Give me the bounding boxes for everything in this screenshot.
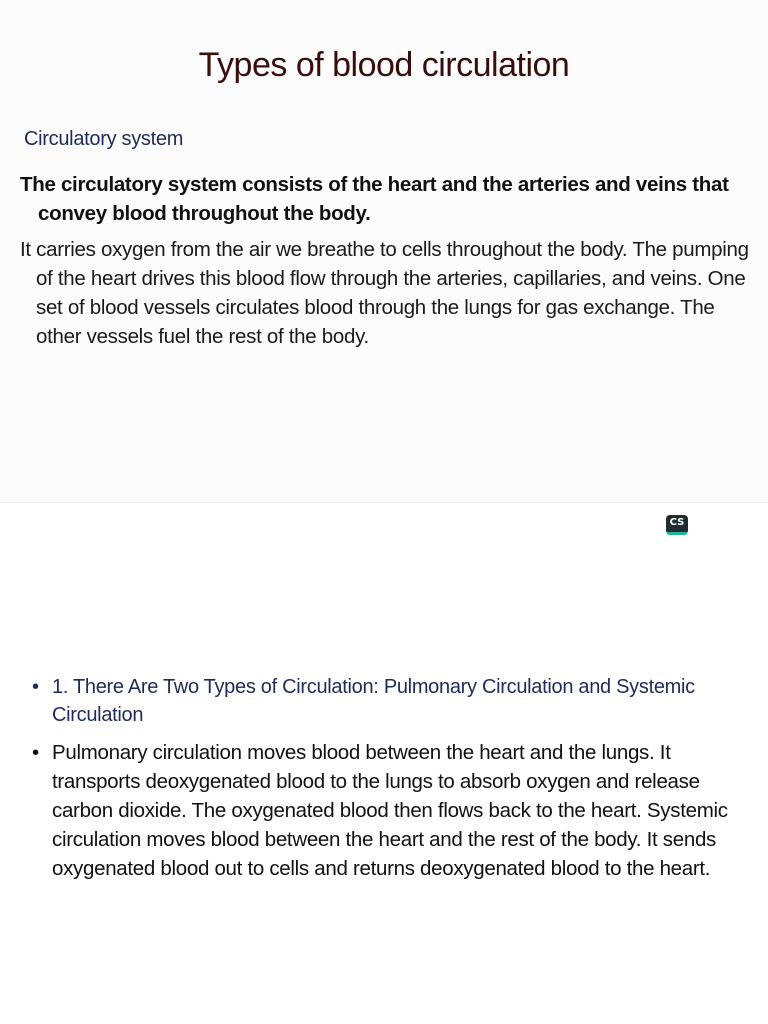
camscanner-logo-icon: CS [666,515,688,535]
section-heading: Circulatory system [24,128,184,150]
bullet-icon: • [32,741,39,764]
body-paragraph: It carries oxygen from the air we breathe to cells throughout the body. The pumping of the heart drives this blood flow through the arteries, capillaries, and veins. One set of blood vessels circulates blood through the lungs for gas exchange. The other vessels fuel the rest of the body. [20,238,749,348]
list-item [30,673,740,729]
bullet-icon: • [32,676,39,698]
bullet-text: Pulmonary circulation moves blood between the heart and the lungs. It transports deoxygenated blood to the lungs to absorb oxygen and release carbon dioxide. The oxygenated blood then flows back to the heart. Systemic circulation moves blood between the heart and the rest of the body. It sends oxygenated blood out to cells and returns deoxygenated blood to the heart. [52,741,728,880]
list-item [30,738,740,883]
intro-paragraph: The circulatory system consists of the heart and the arteries and veins that convey blood throughout the body. [20,173,729,225]
bullet-text: 1. There Are Two Types of Circulation: Pulmonary Circulation and Systemic Circulation [52,676,695,726]
bullet-list-heading [30,673,740,729]
slide-title: Types of blood circulation [198,46,570,84]
slide-1 [0,0,768,503]
bullet-list-body [30,738,740,883]
